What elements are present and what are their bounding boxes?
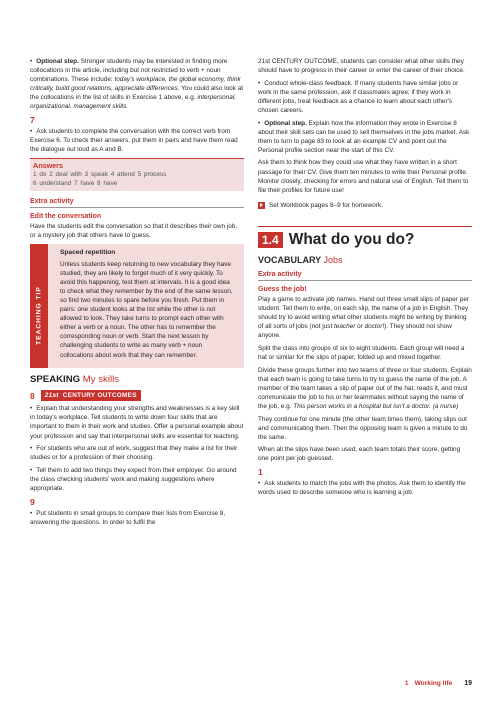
right-paragraph-1: 21st CENTURY OUTCOME, students can consider what other skills they should have to progress in their career or enter the career of their choice. — [258, 58, 465, 75]
lesson-title — [258, 226, 472, 249]
vocabulary-heading — [258, 255, 472, 266]
exercise-8-bullet-2: • For students who are out of work, suggest that they make a list for their studies or for a profession of their choosing. — [30, 444, 244, 462]
footer-unit-number: 1 — [404, 680, 409, 687]
guess-paragraph-1 — [258, 295, 472, 340]
workbook-reference — [258, 201, 472, 210]
exercise-1-bullet-1: • Ask students to match the jobs with the photos. Ask them to identify the words used to describe someone who is learning a job. — [258, 479, 472, 497]
page-footer — [405, 680, 472, 687]
extra-activity-subheading: Edit the conversation — [30, 212, 102, 220]
answers-box — [30, 158, 244, 191]
speaking-label: SPEAKING — [30, 374, 81, 386]
right-paragraph-2: Ask them to think how they could use what they have written in a short passage for their CV. Give them ten minutes to write their Personal profile. Monitor closely, checking for errors and natural use of English. Tell them to file their profiles for future use! — [258, 159, 469, 194]
guess-paragraph-4: They continue for one minute (the other team times them), taking slips out and communicating them. Then the opposing team is given a minute to do the same. — [258, 415, 468, 441]
speaking-subtitle: My skills — [82, 374, 120, 386]
exercise-1-number: 1 — [258, 467, 263, 477]
workbook-reference-text: Set Workbook pages 8–9 for homework. — [269, 201, 383, 209]
lesson-name: What do you do? — [288, 230, 415, 248]
guess-p1-italic2: doctor — [364, 323, 383, 331]
lesson-number: 1.4 — [258, 232, 283, 248]
extra-activity-heading: Extra activity — [30, 197, 244, 208]
guess-p1c: !). They should not show anyone. — [258, 323, 452, 340]
guess-p1a: Play a game to activate job names. Hand out three small slips of paper per student. Tell them to write, on each slip, the name of a job in English. They should try to avoid writing what other students might be writing by thinking of all sorts of jobs (not just — [258, 295, 470, 331]
optional-step-text: Stronger students may be interested in finding more collocations in the article, including but not restricted to verb + noun combinations. These include: — [30, 58, 228, 84]
teaching-tip-title: Spaced repetition — [60, 248, 116, 256]
outcome-label: CENTURY OUTCOMES — [62, 392, 137, 400]
teaching-tip-sidebar — [30, 244, 48, 369]
right-column — [258, 57, 472, 501]
exercise-8-header — [30, 390, 244, 401]
exercise-8-bullet-3: • Tell them to add two things they expect from their employer. Go around the class checking students' work and making suggestions where appropriate. — [30, 466, 244, 493]
answers-line-2: 6 understand 7 have 8 have — [33, 179, 118, 187]
footer-unit-name: Working life — [414, 680, 453, 687]
speaking-heading — [30, 374, 244, 386]
vocabulary-subtitle: Jobs — [323, 254, 343, 265]
optional-step-label: Optional step. — [36, 58, 79, 65]
guess-p3-italic: This person works in a hospital but isn't a doctor. (a nurse) — [293, 402, 459, 410]
right-optional-label: Optional step. — [264, 119, 307, 127]
guess-paragraph-2: Split the class into groups of six to eight students. Each group will need a hat or similar for the slips of paper, folded up and mixed together. — [258, 344, 465, 361]
right-bullet-feedback: • Conduct whole-class feedback. If many students have similar jobs or work in the same profession, ask if classmates agree; if they work in different jobs, treat feedback as a chance to learn about each other's chosen careers. — [258, 79, 472, 115]
optional-step-paragraph — [30, 57, 244, 112]
page-number: 19 — [464, 680, 472, 687]
optional-step-examples: today's workplace, the global economy, think critically, build good relations, appreciate differences. — [30, 76, 241, 93]
teaching-tip-label: TEACHING TIP — [35, 286, 43, 345]
exercise-7-text: • Ask students to complete the conversation with the correct verb from Exercise 6. To check their answers, put them in pairs and have them read the dialogue out loud as A and B. — [30, 127, 244, 154]
exercise-9-number: 9 — [30, 496, 35, 507]
century-outcomes-badge — [41, 390, 141, 401]
optional-step-examples2: interpersonal, organizational, management skills. — [30, 94, 237, 111]
guess-p1b: or — [355, 323, 365, 331]
arrow-right-icon — [258, 202, 265, 209]
exercise-8-bullet-1: • Explain that understanding your strengths and weaknesses is a key skill in today's workplace. Tell students to write down four skills that are important to them in their work and studies. Offer a personal example about your profession and say that interpersonal skills are essential for teaching. — [30, 404, 244, 440]
extra-activity-text: Have the students edit the conversation so that it describes their own job, or a mystery job that others have to guess. — [30, 222, 238, 239]
exercise-7-number: 7 — [30, 115, 35, 126]
right-optional-step — [258, 119, 472, 155]
guess-p3a: Divide these groups further into two teams of three or four students. Explain that each team is going to take turns to try to guess the name of the job. A member of the team takes a slip of paper out of the hat, reads it, and must communicate the job to his or her teammates without saying the name of the job, e.g. — [258, 366, 472, 410]
outcome-21st: 21st — [44, 392, 59, 400]
guess-paragraph-3 — [258, 366, 472, 411]
left-column — [30, 57, 244, 530]
answers-line-1: 1 do 2 deal with 3 speak 4 attend 5 process — [33, 170, 167, 178]
guess-p1-italic: teacher — [334, 323, 356, 331]
vocabulary-label: VOCABULARY — [258, 254, 322, 265]
guess-paragraph-5: When all the slips have been used, each team totals their score, getting one point per job guessed. — [258, 446, 461, 463]
guess-the-job-subheading: Guess the job! — [258, 285, 307, 293]
exercise-9-bullet-1: • Put students in small groups to compare their lists from Exercise 8, answering the questions. In order to fulfil the — [30, 509, 244, 527]
right-extra-activity-heading: Extra activity — [258, 270, 472, 281]
teaching-tip-box — [30, 244, 244, 369]
right-optional-text: Explain how the information they wrote in Exercise 8 about their skill sets can be used to sell themselves in the jobs market. Ask them to turn to page 83 to look at an example CV and point out the Personal profile section near the start of this CV. — [258, 119, 470, 154]
exercise-8-number: 8 — [30, 390, 35, 401]
optional-step-text2: You could also look at the collocations in the list of skills in Exercise 1 above, e.g. — [30, 85, 244, 102]
answers-heading: Answers — [33, 160, 63, 170]
teaching-tip-text: Unless students keep returning to new vocabulary they have studied, they are likely to forget much of it very quickly. To avoid this happening, test them at intervals. It is a good idea to check what they remember by the end of the same lesson, so find two minutes to spare before you finish. Put them in pairs: one student looks at the list while the other is not allowed to look. They take turns to prompt each other with either a verb or a noun. The other has to remember the corresponding noun or verb. Start the next lesson by challenging students to write as many verb + noun collocations about work that they can remember. — [60, 260, 233, 359]
